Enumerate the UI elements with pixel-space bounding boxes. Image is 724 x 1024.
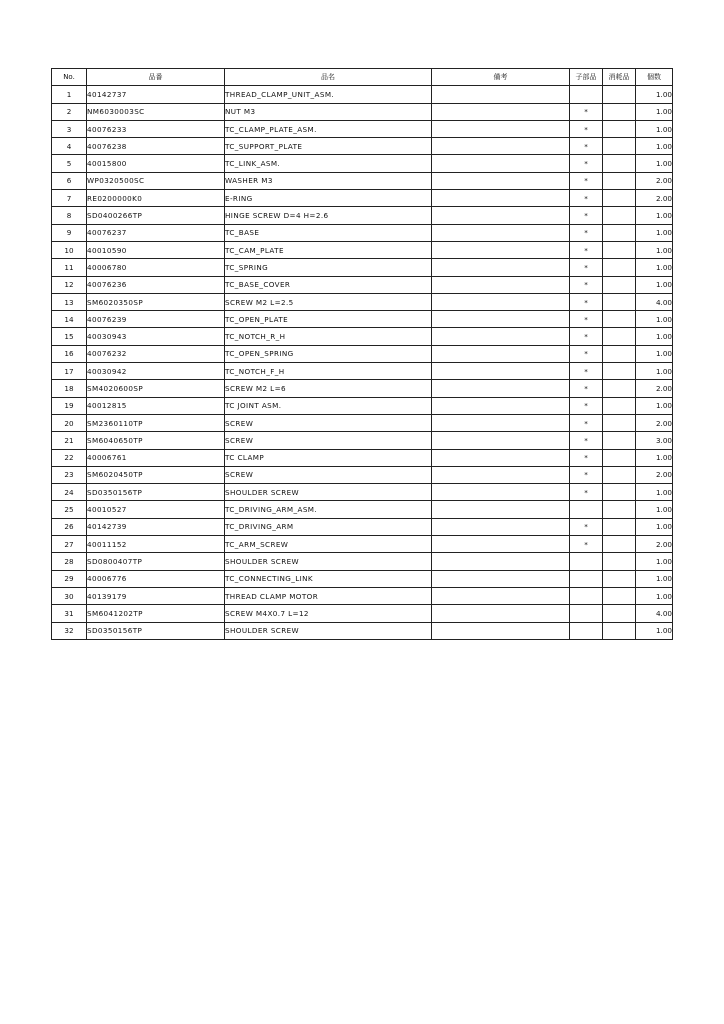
row-number: 5 (52, 155, 87, 172)
table-row (52, 86, 673, 103)
part-number-cell: SD0350156TP (87, 484, 225, 501)
sub-part-mark: * (570, 328, 603, 345)
remarks-cell (432, 622, 570, 639)
part-number-cell: SM4020600SP (87, 380, 225, 397)
quantity-cell: 4.00 (636, 293, 673, 310)
row-number: 15 (52, 328, 87, 345)
part-name-cell: SCREW M2 L=2.5 (225, 293, 432, 310)
quantity-cell: 1.00 (636, 276, 673, 293)
consumable-mark (603, 311, 636, 328)
part-number-cell: 40076239 (87, 311, 225, 328)
consumable-mark (603, 449, 636, 466)
part-number-cell: 40010527 (87, 501, 225, 518)
sub-part-mark: * (570, 190, 603, 207)
consumable-mark (603, 622, 636, 639)
consumable-mark (603, 276, 636, 293)
part-name-cell: TC_ARM_SCREW (225, 536, 432, 553)
sub-part-mark (570, 587, 603, 604)
row-number: 16 (52, 345, 87, 362)
consumable-mark (603, 553, 636, 570)
table-row (52, 138, 673, 155)
quantity-cell: 1.00 (636, 155, 673, 172)
consumable-mark (603, 207, 636, 224)
remarks-cell (432, 276, 570, 293)
part-number-cell: 40030943 (87, 328, 225, 345)
quantity-cell: 2.00 (636, 414, 673, 431)
part-number-cell: SM6040650TP (87, 432, 225, 449)
row-number: 31 (52, 605, 87, 622)
consumable-mark (603, 432, 636, 449)
part-number-cell: SM2360110TP (87, 414, 225, 431)
sub-part-mark (570, 86, 603, 103)
consumable-mark (603, 605, 636, 622)
quantity-cell: 1.00 (636, 363, 673, 380)
quantity-cell: 1.00 (636, 518, 673, 535)
table-row (52, 605, 673, 622)
part-number-cell: SM6020450TP (87, 466, 225, 483)
sub-part-mark: * (570, 380, 603, 397)
quantity-cell: 1.00 (636, 570, 673, 587)
sub-part-mark: * (570, 259, 603, 276)
part-name-cell: TC_BASE_COVER (225, 276, 432, 293)
part-name-cell: TC_SUPPORT_PLATE (225, 138, 432, 155)
table-header (52, 69, 673, 86)
consumable-mark (603, 380, 636, 397)
row-number: 32 (52, 622, 87, 639)
part-number-cell: 40010590 (87, 241, 225, 258)
row-number: 11 (52, 259, 87, 276)
consumable-mark (603, 587, 636, 604)
sub-part-mark: * (570, 276, 603, 293)
quantity-cell: 2.00 (636, 466, 673, 483)
consumable-mark (603, 484, 636, 501)
part-name-cell: SCREW (225, 414, 432, 431)
table-row (52, 207, 673, 224)
row-number: 9 (52, 224, 87, 241)
part-name-cell: SHOULDER SCREW (225, 622, 432, 639)
sub-part-mark (570, 501, 603, 518)
part-number-cell: 40006761 (87, 449, 225, 466)
part-number-cell: 40076237 (87, 224, 225, 241)
table-row (52, 449, 673, 466)
remarks-cell (432, 518, 570, 535)
remarks-cell (432, 432, 570, 449)
sub-part-mark: * (570, 432, 603, 449)
consumable-mark (603, 397, 636, 414)
remarks-cell (432, 311, 570, 328)
part-number-cell: SM6020350SP (87, 293, 225, 310)
quantity-cell: 2.00 (636, 536, 673, 553)
quantity-cell: 1.00 (636, 484, 673, 501)
sub-part-mark: * (570, 449, 603, 466)
quantity-cell: 2.00 (636, 172, 673, 189)
row-number: 4 (52, 138, 87, 155)
table-row (52, 397, 673, 414)
sub-part-mark: * (570, 466, 603, 483)
table-row (52, 103, 673, 120)
part-number-cell: NM6030003SC (87, 103, 225, 120)
row-number: 12 (52, 276, 87, 293)
table-row (52, 328, 673, 345)
row-number: 20 (52, 414, 87, 431)
consumable-mark (603, 414, 636, 431)
remarks-cell (432, 553, 570, 570)
table-row (52, 293, 673, 310)
remarks-cell (432, 293, 570, 310)
consumable-mark (603, 363, 636, 380)
remarks-cell (432, 414, 570, 431)
part-name-cell: NUT M3 (225, 103, 432, 120)
remarks-cell (432, 345, 570, 362)
consumable-mark (603, 466, 636, 483)
table-row (52, 172, 673, 189)
sub-part-mark: * (570, 172, 603, 189)
parts-list-table (51, 68, 673, 640)
row-number: 26 (52, 518, 87, 535)
sub-part-mark: * (570, 120, 603, 137)
table-row (52, 120, 673, 137)
row-number: 27 (52, 536, 87, 553)
part-name-cell: TC_OPEN_PLATE (225, 311, 432, 328)
table-row (52, 380, 673, 397)
consumable-mark (603, 259, 636, 276)
header-part-name: 品名 (225, 69, 432, 86)
part-number-cell: 40076232 (87, 345, 225, 362)
remarks-cell (432, 138, 570, 155)
part-number-cell: SD0800407TP (87, 553, 225, 570)
part-name-cell: E-RING (225, 190, 432, 207)
quantity-cell: 1.00 (636, 449, 673, 466)
row-number: 1 (52, 86, 87, 103)
sub-part-mark: * (570, 138, 603, 155)
remarks-cell (432, 207, 570, 224)
row-number: 23 (52, 466, 87, 483)
table-row (52, 587, 673, 604)
table-body (52, 86, 673, 640)
row-number: 14 (52, 311, 87, 328)
header-quantity: 個数 (636, 69, 673, 86)
part-number-cell: 40076233 (87, 120, 225, 137)
part-name-cell: SHOULDER SCREW (225, 484, 432, 501)
part-number-cell: 40142737 (87, 86, 225, 103)
part-number-cell: RE0200000K0 (87, 190, 225, 207)
sub-part-mark: * (570, 207, 603, 224)
remarks-cell (432, 363, 570, 380)
part-number-cell: 40006776 (87, 570, 225, 587)
row-number: 10 (52, 241, 87, 258)
consumable-mark (603, 518, 636, 535)
remarks-cell (432, 449, 570, 466)
table-row (52, 414, 673, 431)
table-row (52, 190, 673, 207)
part-number-cell: 40006780 (87, 259, 225, 276)
part-number-cell: 40015800 (87, 155, 225, 172)
quantity-cell: 1.00 (636, 345, 673, 362)
quantity-cell: 1.00 (636, 224, 673, 241)
quantity-cell: 1.00 (636, 622, 673, 639)
row-number: 7 (52, 190, 87, 207)
part-name-cell: TC CLAMP (225, 449, 432, 466)
row-number: 13 (52, 293, 87, 310)
row-number: 19 (52, 397, 87, 414)
sub-part-mark: * (570, 155, 603, 172)
part-number-cell: SD0400266TP (87, 207, 225, 224)
quantity-cell: 1.00 (636, 501, 673, 518)
table-row (52, 553, 673, 570)
quantity-cell: 3.00 (636, 432, 673, 449)
quantity-cell: 1.00 (636, 207, 673, 224)
quantity-cell: 1.00 (636, 587, 673, 604)
remarks-cell (432, 120, 570, 137)
remarks-cell (432, 241, 570, 258)
quantity-cell: 1.00 (636, 311, 673, 328)
sub-part-mark (570, 570, 603, 587)
part-name-cell: TC_OPEN_SPRING (225, 345, 432, 362)
table-row (52, 155, 673, 172)
sub-part-mark: * (570, 345, 603, 362)
header-row (52, 69, 673, 86)
part-number-cell: SM6041202TP (87, 605, 225, 622)
row-number: 6 (52, 172, 87, 189)
part-name-cell: SCREW M4X0.7 L=12 (225, 605, 432, 622)
sub-part-mark (570, 553, 603, 570)
consumable-mark (603, 328, 636, 345)
consumable-mark (603, 120, 636, 137)
part-name-cell: TC_NOTCH_F_H (225, 363, 432, 380)
consumable-mark (603, 155, 636, 172)
remarks-cell (432, 570, 570, 587)
table-row (52, 570, 673, 587)
sub-part-mark: * (570, 103, 603, 120)
part-number-cell: 40011152 (87, 536, 225, 553)
remarks-cell (432, 605, 570, 622)
part-name-cell: TC_CLAMP_PLATE_ASM. (225, 120, 432, 137)
table-row (52, 466, 673, 483)
quantity-cell: 2.00 (636, 380, 673, 397)
quantity-cell: 2.00 (636, 190, 673, 207)
table-row (52, 259, 673, 276)
consumable-mark (603, 138, 636, 155)
part-name-cell: TC_BASE (225, 224, 432, 241)
table-row (52, 432, 673, 449)
part-name-cell: HINGE SCREW D=4 H=2.6 (225, 207, 432, 224)
part-name-cell: TC_NOTCH_R_H (225, 328, 432, 345)
remarks-cell (432, 224, 570, 241)
quantity-cell: 1.00 (636, 120, 673, 137)
table-row (52, 501, 673, 518)
remarks-cell (432, 587, 570, 604)
quantity-cell: 1.00 (636, 328, 673, 345)
consumable-mark (603, 241, 636, 258)
part-name-cell: SCREW M2 L=6 (225, 380, 432, 397)
remarks-cell (432, 155, 570, 172)
part-number-cell: 40076238 (87, 138, 225, 155)
table-row (52, 363, 673, 380)
quantity-cell: 4.00 (636, 605, 673, 622)
part-number-cell: 40012815 (87, 397, 225, 414)
part-name-cell: SCREW (225, 466, 432, 483)
sub-part-mark: * (570, 536, 603, 553)
part-number-cell: 40142739 (87, 518, 225, 535)
sub-part-mark: * (570, 311, 603, 328)
part-name-cell: TC_CAM_PLATE (225, 241, 432, 258)
part-number-cell: 40139179 (87, 587, 225, 604)
remarks-cell (432, 259, 570, 276)
part-name-cell: THREAD_CLAMP_UNIT_ASM. (225, 86, 432, 103)
row-number: 30 (52, 587, 87, 604)
remarks-cell (432, 484, 570, 501)
part-name-cell: TC_LINK_ASM. (225, 155, 432, 172)
header-part-number: 品番 (87, 69, 225, 86)
quantity-cell: 1.00 (636, 553, 673, 570)
quantity-cell: 1.00 (636, 259, 673, 276)
remarks-cell (432, 397, 570, 414)
row-number: 2 (52, 103, 87, 120)
table-row (52, 224, 673, 241)
part-name-cell: TC_DRIVING_ARM_ASM. (225, 501, 432, 518)
part-name-cell: SCREW (225, 432, 432, 449)
table-row (52, 345, 673, 362)
sub-part-mark: * (570, 484, 603, 501)
row-number: 8 (52, 207, 87, 224)
table-row (52, 622, 673, 639)
quantity-cell: 1.00 (636, 241, 673, 258)
part-number-cell: WP0320500SC (87, 172, 225, 189)
sub-part-mark: * (570, 518, 603, 535)
table-row (52, 518, 673, 535)
table-row (52, 484, 673, 501)
part-name-cell: TC_SPRING (225, 259, 432, 276)
part-name-cell: TC JOINT ASM. (225, 397, 432, 414)
remarks-cell (432, 380, 570, 397)
sub-part-mark: * (570, 397, 603, 414)
header-remarks: 備考 (432, 69, 570, 86)
sub-part-mark (570, 622, 603, 639)
row-number: 24 (52, 484, 87, 501)
table-row (52, 311, 673, 328)
consumable-mark (603, 501, 636, 518)
consumable-mark (603, 536, 636, 553)
header-sub-part: 子部品 (570, 69, 603, 86)
sub-part-mark (570, 605, 603, 622)
consumable-mark (603, 345, 636, 362)
part-name-cell: TC_CONNECTING_LINK (225, 570, 432, 587)
row-number: 3 (52, 120, 87, 137)
remarks-cell (432, 536, 570, 553)
consumable-mark (603, 86, 636, 103)
part-number-cell: 40030942 (87, 363, 225, 380)
consumable-mark (603, 172, 636, 189)
table-row (52, 276, 673, 293)
row-number: 25 (52, 501, 87, 518)
header-consumable: 消耗品 (603, 69, 636, 86)
remarks-cell (432, 501, 570, 518)
row-number: 22 (52, 449, 87, 466)
part-name-cell: TC_DRIVING_ARM (225, 518, 432, 535)
row-number: 18 (52, 380, 87, 397)
sub-part-mark: * (570, 414, 603, 431)
consumable-mark (603, 293, 636, 310)
sub-part-mark: * (570, 224, 603, 241)
quantity-cell: 1.00 (636, 138, 673, 155)
remarks-cell (432, 86, 570, 103)
consumable-mark (603, 190, 636, 207)
sub-part-mark: * (570, 363, 603, 380)
consumable-mark (603, 570, 636, 587)
part-number-cell: 40076236 (87, 276, 225, 293)
remarks-cell (432, 190, 570, 207)
part-name-cell: SHOULDER SCREW (225, 553, 432, 570)
table-row (52, 241, 673, 258)
consumable-mark (603, 103, 636, 120)
part-name-cell: WASHER M3 (225, 172, 432, 189)
remarks-cell (432, 103, 570, 120)
row-number: 21 (52, 432, 87, 449)
table-row (52, 536, 673, 553)
remarks-cell (432, 328, 570, 345)
remarks-cell (432, 172, 570, 189)
header-no: No. (52, 69, 87, 86)
quantity-cell: 1.00 (636, 86, 673, 103)
sub-part-mark: * (570, 241, 603, 258)
part-name-cell: THREAD CLAMP MOTOR (225, 587, 432, 604)
row-number: 28 (52, 553, 87, 570)
part-number-cell: SD0350156TP (87, 622, 225, 639)
quantity-cell: 1.00 (636, 397, 673, 414)
row-number: 17 (52, 363, 87, 380)
sub-part-mark: * (570, 293, 603, 310)
quantity-cell: 1.00 (636, 103, 673, 120)
row-number: 29 (52, 570, 87, 587)
consumable-mark (603, 224, 636, 241)
remarks-cell (432, 466, 570, 483)
